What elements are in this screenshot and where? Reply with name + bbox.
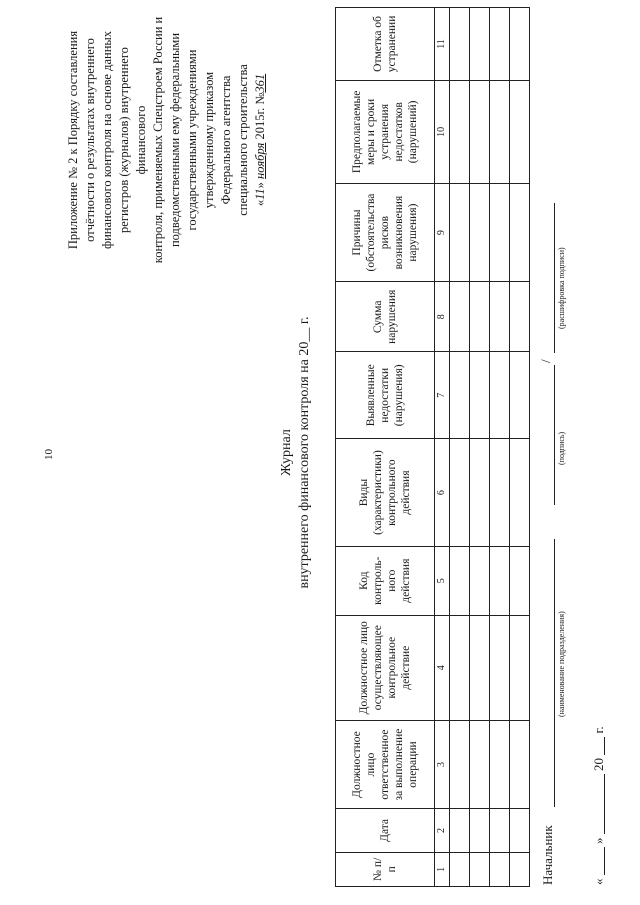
table-header-row [336, 8, 435, 887]
column-number-row [435, 8, 450, 887]
column-number: 7 [435, 352, 450, 439]
appendix-line: специального строительства [236, 64, 250, 216]
date-close-quote: » [591, 837, 606, 844]
column-number: 5 [435, 546, 450, 615]
table-cell[interactable] [510, 282, 530, 352]
table-cell[interactable] [450, 282, 470, 352]
header-control-types: Виды (характеристики) контрольного действия [336, 439, 435, 547]
table-cell[interactable] [450, 183, 470, 281]
date-day-line[interactable] [590, 847, 605, 875]
table-cell[interactable] [470, 80, 490, 183]
appendix-line: государственными учреждениями [185, 49, 199, 231]
table-cell[interactable] [470, 8, 490, 81]
journal-title-line1: Журнал [279, 429, 294, 476]
table-cell[interactable] [470, 809, 490, 852]
table-cell[interactable] [510, 852, 530, 886]
table-cell[interactable] [490, 852, 510, 886]
order-date-month: ноября [253, 142, 267, 179]
table-cell[interactable] [450, 852, 470, 886]
order-date-close: » [253, 182, 267, 189]
column-number: 9 [435, 183, 450, 281]
appendix-line: Федерального агентства [219, 75, 233, 205]
order-date-day: 11 [253, 188, 267, 200]
column-number: 4 [435, 615, 450, 720]
column-number: 10 [435, 80, 450, 183]
header-date: Дата [336, 809, 435, 852]
header-responsible: Должностное лицо ответственное за выполнение операции [336, 720, 435, 808]
table-cell[interactable] [510, 809, 530, 852]
header-controller: Должностное лицо осуществляющее контрольное действие [336, 615, 435, 720]
unit-caption: (наименование подразделения) [557, 611, 566, 717]
table-cell[interactable] [450, 809, 470, 852]
decode-caption: (расшифровка подписи) [557, 247, 566, 329]
table-cell[interactable] [490, 720, 510, 808]
decode-line[interactable] [540, 203, 555, 353]
table-cell[interactable] [450, 80, 470, 183]
column-number: 8 [435, 282, 450, 352]
table-cell[interactable] [470, 439, 490, 547]
table-cell[interactable] [450, 8, 470, 81]
order-date-line [252, 15, 269, 265]
table-row [510, 8, 530, 887]
order-date-open: « [253, 199, 267, 207]
table-cell[interactable] [470, 720, 490, 808]
table-cell[interactable] [490, 80, 510, 183]
table-row [490, 8, 510, 887]
table-cell[interactable] [450, 546, 470, 615]
signature-line[interactable] [540, 365, 555, 505]
table-row [470, 8, 490, 887]
date-month-line[interactable] [590, 774, 605, 834]
column-number: 1 [435, 852, 450, 886]
appendix-line: финансового контроля на основе данных [100, 30, 114, 250]
table-cell[interactable] [510, 720, 530, 808]
header-amount: Сумма нарушения [336, 282, 435, 352]
table-cell[interactable] [510, 183, 530, 281]
header-violations: Выявленные недостатки (нарушения) [336, 352, 435, 439]
journal-title [278, 0, 314, 905]
column-number: 2 [435, 809, 450, 852]
signature-slash: / [538, 359, 553, 363]
table-cell[interactable] [470, 852, 490, 886]
page-number: 10 [43, 449, 55, 460]
table-cell[interactable] [490, 8, 510, 81]
table-cell[interactable] [490, 615, 510, 720]
appendix-line: отчётности о результатах внутреннего [83, 38, 97, 242]
table-cell[interactable] [490, 352, 510, 439]
column-number: 3 [435, 720, 450, 808]
table-cell[interactable] [490, 546, 510, 615]
table-cell[interactable] [470, 282, 490, 352]
table-cell[interactable] [510, 546, 530, 615]
date-year: 20 [591, 758, 606, 771]
header-measures: Предполагаемые меры и сроки устранения недостатков (нарушений) [336, 80, 435, 183]
table-cell[interactable] [470, 615, 490, 720]
appendix-line: Приложение № 2 к Порядку составления [66, 30, 80, 250]
column-number: 11 [435, 8, 450, 81]
table-cell[interactable] [510, 352, 530, 439]
table-cell[interactable] [450, 352, 470, 439]
table-cell[interactable] [510, 8, 530, 81]
header-number: № п/п [336, 852, 435, 886]
table-cell[interactable] [510, 439, 530, 547]
journal-table [335, 7, 530, 887]
appendix-line: утвержденному приказом [202, 71, 216, 209]
signature-caption: (подпись) [557, 431, 566, 465]
table-cell[interactable] [490, 183, 510, 281]
head-label: Начальник [540, 825, 555, 885]
table-cell[interactable] [450, 720, 470, 808]
table-row [450, 8, 470, 887]
table-cell[interactable] [470, 183, 490, 281]
header-causes: Причины (обстоятельства рисков возникновения нарушения) [336, 183, 435, 281]
table-cell[interactable] [450, 615, 470, 720]
table-cell[interactable] [490, 809, 510, 852]
date-year-line[interactable] [590, 737, 605, 755]
order-date-year: 2015г. № [253, 92, 267, 140]
table-cell[interactable] [490, 439, 510, 547]
journal-title-line2: внутреннего финансового контроля на 20__ г. [297, 316, 312, 589]
table-cell[interactable] [490, 282, 510, 352]
header-control-code: Код контроль-ного действия [336, 546, 435, 615]
appendix-block [65, 15, 269, 265]
appendix-line: контроля, применяемых Спецстроем России и [151, 16, 165, 264]
table-cell[interactable] [510, 80, 530, 183]
appendix-line: подведомственными ему федеральными [168, 32, 182, 248]
table-cell[interactable] [510, 615, 530, 720]
date-open-quote: « [591, 878, 606, 885]
appendix-line: регистров (журналов) внутреннего финансового [117, 47, 148, 233]
signature-date [588, 726, 607, 885]
date-suffix: г. [591, 726, 606, 734]
order-number: 361 [253, 73, 267, 93]
unit-line[interactable] [540, 539, 555, 807]
column-number: 6 [435, 439, 450, 547]
table-cell[interactable] [450, 439, 470, 547]
header-elimination-mark: Отметка об устранении [336, 8, 435, 81]
table-cell[interactable] [470, 546, 490, 615]
table-cell[interactable] [470, 352, 490, 439]
